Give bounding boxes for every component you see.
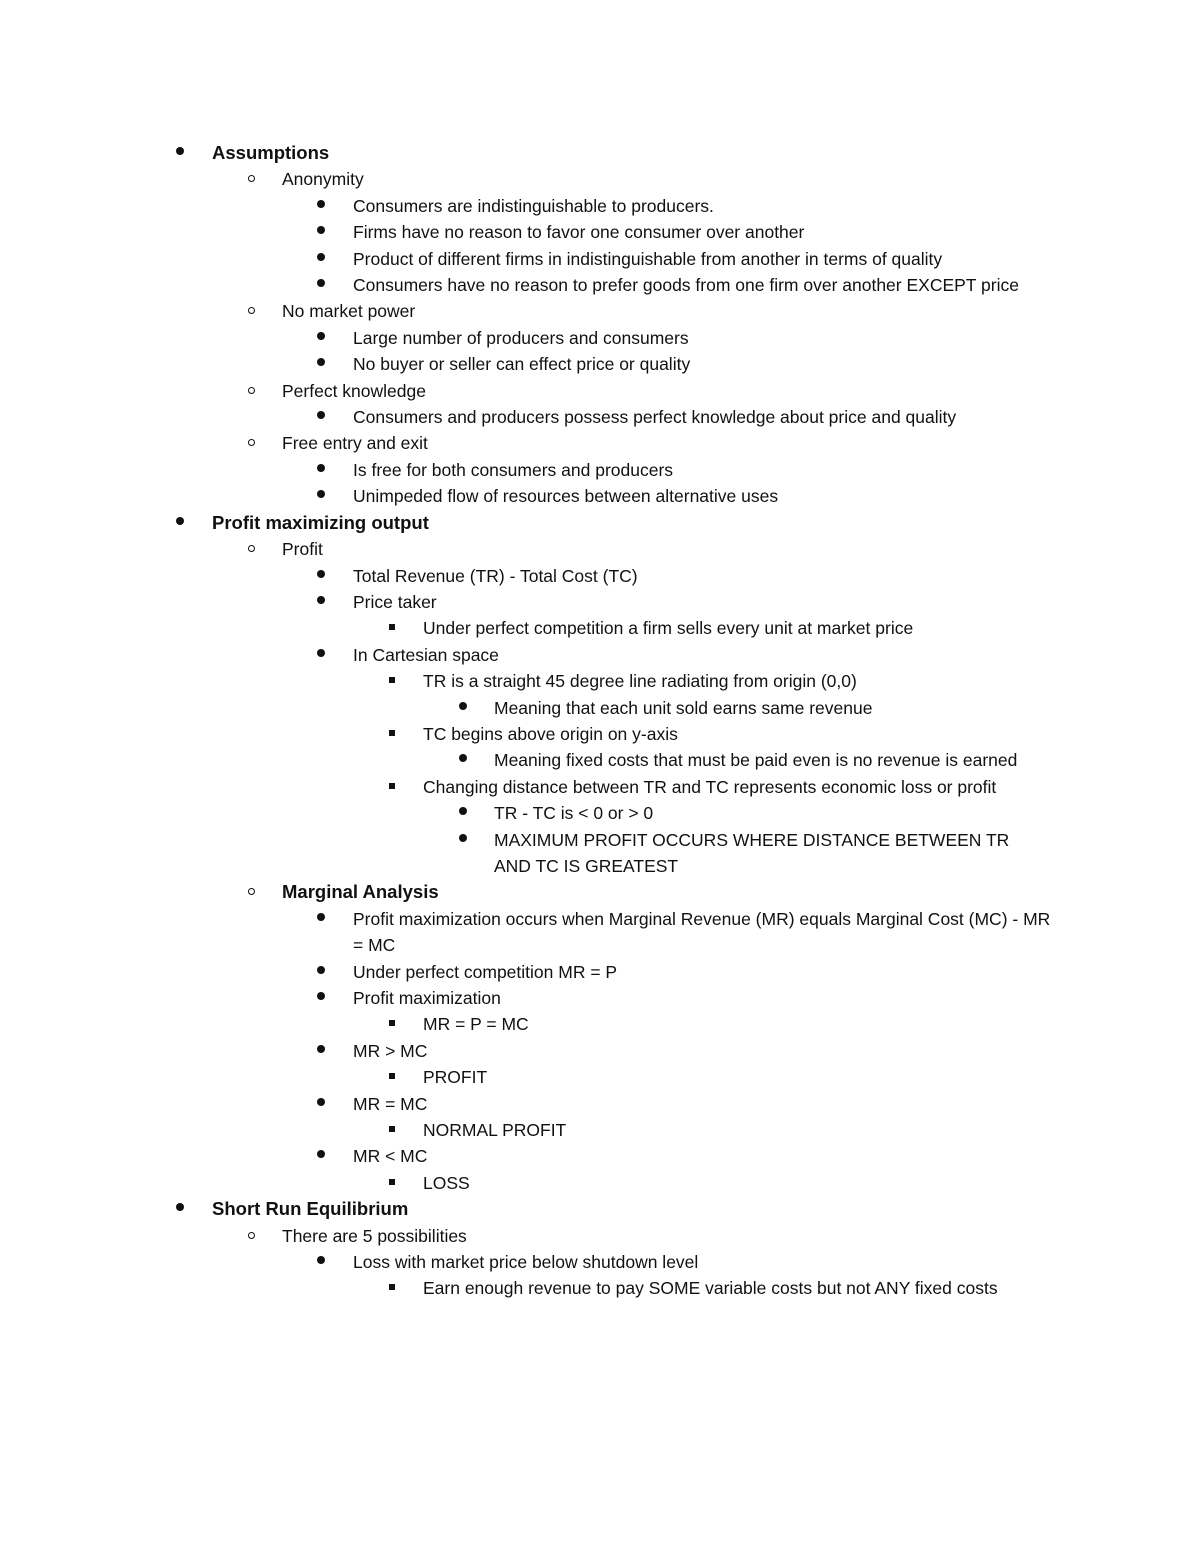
outline-item-text: MR < MC	[353, 1146, 428, 1167]
outline-heading	[0, 1196, 1200, 1222]
outline-item	[0, 246, 1200, 272]
outline-item	[0, 615, 1200, 641]
outline-item-text: Changing distance between TR and TC represents economic loss or profit	[423, 776, 997, 797]
outline-item-text: TR - TC is < 0 or > 0	[494, 803, 654, 824]
outline-item-text: TC begins above origin on y-axis	[423, 723, 678, 744]
outline-item	[0, 457, 1200, 483]
outline-item-text: LOSS	[423, 1172, 470, 1193]
outline-item-text: Consumers have no reason to prefer goods from one firm over another EXCEPT price	[353, 275, 1019, 296]
outline-item-text: MR = P = MC	[423, 1014, 529, 1035]
outline-item	[0, 1249, 1200, 1275]
outline-item-text: Loss with market price below shutdown level	[353, 1252, 699, 1273]
outline-item	[0, 642, 1200, 668]
outline-item	[0, 1275, 1200, 1301]
outline-item	[0, 1170, 1200, 1196]
outline-item-text: Free entry and exit	[282, 433, 428, 454]
outline-item	[0, 404, 1200, 430]
outline-item	[0, 668, 1200, 694]
notes-outline	[0, 140, 1200, 1302]
outline-item-text: Under perfect competition a firm sells every unit at market price	[423, 618, 914, 639]
outline-item	[0, 695, 1200, 721]
outline-item	[0, 536, 1200, 562]
outline-item-text: MR = MC	[353, 1093, 428, 1114]
outline-item-text: Total Revenue (TR) - Total Cost (TC)	[353, 565, 638, 586]
outline-item	[0, 272, 1200, 298]
outline-item-text: No buyer or seller can effect price or quality	[353, 354, 691, 375]
outline-item-text: Earn enough revenue to pay SOME variable costs but not ANY fixed costs	[423, 1278, 998, 1299]
outline-item	[0, 325, 1200, 351]
outline-item	[0, 827, 1200, 880]
outline-item-text: Product of different firms in indistinguishable from another in terms of quality	[353, 248, 943, 269]
outline-item-text: Profit maximization	[353, 988, 501, 1008]
outline-heading	[0, 140, 1200, 166]
outline-item-text: Anonymity	[282, 169, 364, 190]
outline-item-text: No market power	[282, 301, 416, 322]
outline-item	[0, 219, 1200, 245]
outline-item-text: TR is a straight 45 degree line radiating from origin (0,0)	[423, 671, 857, 692]
outline-item-text: MR > MC	[353, 1040, 428, 1061]
outline-item	[0, 1117, 1200, 1143]
outline-item	[0, 1143, 1200, 1169]
outline-item	[0, 351, 1200, 377]
outline-heading	[0, 510, 1200, 536]
outline-item-text: Assumptions	[212, 142, 330, 163]
outline-item	[0, 800, 1200, 826]
outline-item	[0, 906, 1200, 959]
outline-item-text: Profit maximizing output	[212, 511, 429, 533]
outline-item	[0, 721, 1200, 747]
outline-item-text: Under perfect competition MR = P	[353, 961, 618, 982]
outline-item	[0, 166, 1200, 192]
outline-heading	[0, 879, 1200, 905]
outline-item	[0, 774, 1200, 800]
outline-item	[0, 1038, 1200, 1064]
outline-item-text: Meaning that each unit sold earns same revenue	[494, 697, 873, 718]
outline-item-text: Unimpeded flow of resources between alternative uses	[353, 486, 779, 507]
outline-item-text: NORMAL PROFIT	[423, 1120, 567, 1141]
outline-item-text: MAXIMUM PROFIT OCCURS WHERE DISTANCE BETWEEN TR AND TC IS GREATEST	[494, 829, 1010, 876]
outline-item-text: Consumers are indistinguishable to producers.	[353, 195, 714, 216]
outline-item-text: Profit	[282, 539, 323, 560]
outline-item-text: Short Run Equilibrium	[212, 1198, 409, 1220]
outline-item-text: Perfect knowledge	[282, 380, 426, 401]
outline-item	[0, 985, 1200, 1011]
outline-item	[0, 378, 1200, 404]
outline-item	[0, 1064, 1200, 1090]
outline-item-text: Meaning fixed costs that must be paid even is no revenue is earned	[494, 750, 1018, 771]
outline-item-text: There are 5 possibilities	[282, 1225, 467, 1246]
outline-item	[0, 430, 1200, 456]
outline-item-text: Firms have no reason to favor one consumer over another	[353, 222, 805, 243]
outline-item-text: Profit maximization occurs when Marginal Revenue (MR) equals Marginal Cost (MC) - MR = MC	[353, 908, 1051, 956]
outline-item	[0, 298, 1200, 324]
outline-item-text: Marginal Analysis	[282, 881, 439, 903]
outline-item	[0, 1091, 1200, 1117]
outline-item	[0, 747, 1200, 773]
outline-item-text: Is free for both consumers and producers	[353, 459, 674, 480]
outline-item-text: Price taker	[353, 591, 437, 612]
outline-item-text: Large number of producers and consumers	[353, 327, 689, 348]
outline-item	[0, 563, 1200, 589]
outline-item	[0, 193, 1200, 219]
outline-item	[0, 483, 1200, 509]
outline-item	[0, 1223, 1200, 1249]
outline-item	[0, 589, 1200, 615]
outline-item	[0, 1011, 1200, 1037]
outline-item-text: In Cartesian space	[353, 644, 499, 665]
outline-item-text: Consumers and producers possess perfect knowledge about price and quality	[353, 407, 957, 428]
outline-item	[0, 959, 1200, 985]
outline-item-text: PROFIT	[423, 1067, 488, 1088]
